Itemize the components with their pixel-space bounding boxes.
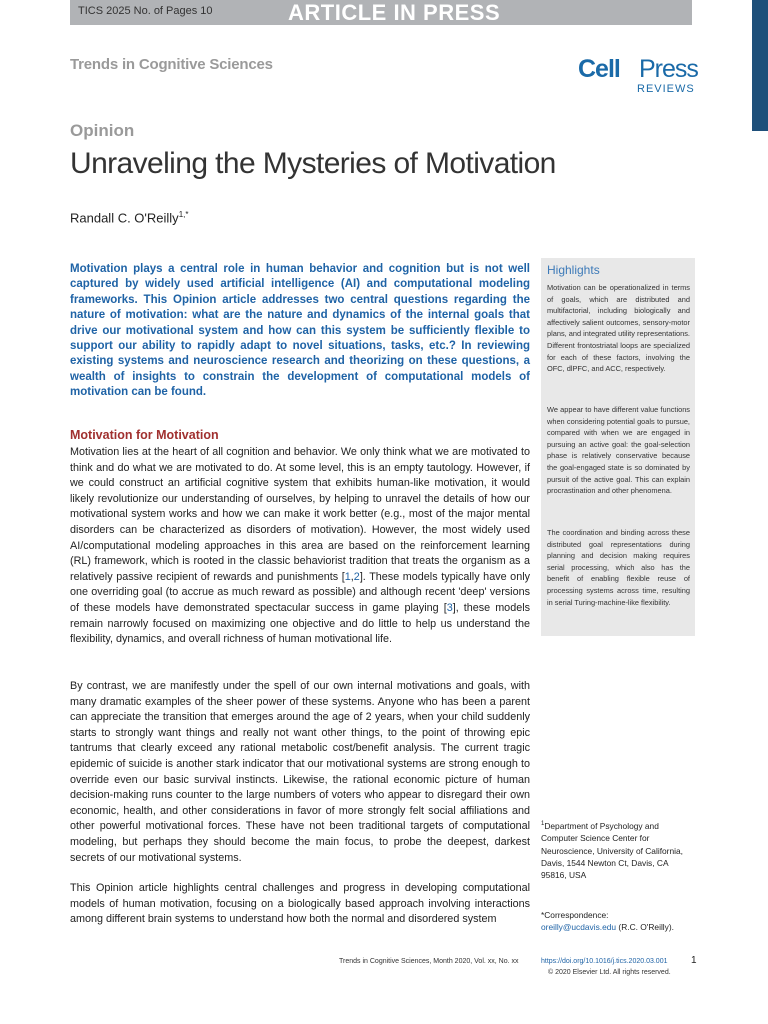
- article-in-press-label: ARTICLE IN PRESS: [288, 0, 501, 25]
- page-number: 1: [691, 955, 697, 966]
- highlights-title: Highlights: [547, 263, 600, 277]
- affiliation-mark: 1: [541, 821, 545, 827]
- footer-copyright: © 2020 Elsevier Ltd. All rights reserved.: [548, 969, 671, 976]
- body-paragraph-3: This Opinion article highlights central challenges and progress in developing computational models of human motivation, focusing on a biologically based approach involving interactions among different brain systems to understand how both the normal and disordered system: [70, 882, 530, 926]
- affiliation: [541, 818, 691, 882]
- highlights-box: [541, 258, 695, 636]
- paragraph-text: ]. These models typically have only one overriding goal (to accrue as much reward as possible) and although recent 'deep' versions of these models have demonstrated spectacular success in game playing [: [70, 570, 530, 614]
- reference-separator: ,: [350, 570, 354, 583]
- correspondence-name: (R.C. O'Reilly).: [616, 922, 674, 933]
- doi-link[interactable]: https://doi.org/10.1016/j.tics.2020.03.001: [541, 958, 668, 965]
- author-affiliation-mark: 1,*: [178, 210, 189, 219]
- body-paragraph-1: [70, 445, 530, 648]
- cellpress-logo: [578, 55, 698, 95]
- author-line: [70, 210, 188, 225]
- correspondence: [541, 909, 701, 934]
- highlight-item: We appear to have different value functions when considering potential goals to pursue, compared with when we are engaged in pursuing an active goal: the goal-selection phase is relatively conservative because the goal-engaged state is so dominated by pursuit of the active goal. This can explain procrastination and other phenomena.: [547, 405, 690, 496]
- author-name: Randall C. O'Reilly: [70, 210, 179, 226]
- paragraph-text: Motivation lies at the heart of all cognition and behavior. We only think what we are motivated to think and do what we are motivated to do. At some level, this is an empty tautology. However, if we could construct an artificial cognitive system that exhibits human-like motivation, it would likely revolutionize our understanding of ourselves, by helping to unravel the details of how our motivational system works and how we can make it work better (e.g., most of the major mental disorders can be characterized as disorders of motivation). However, the most widely used AI/computational modeling approaches in this area are based on the reinforcement learning (RL) framework, which is rooted in the classic behaviorist tradition that treats the organism as a relatively passive recipient of rewards and punishments [: [70, 446, 530, 583]
- footer-citation: Trends in Cognitive Sciences, Month 2020, Vol. xx, No. xx: [339, 958, 519, 965]
- reference-link-3[interactable]: 3: [446, 601, 453, 614]
- section-tab-marker: [752, 0, 768, 131]
- page-title: Unraveling the Mysteries of Motivation: [70, 147, 556, 180]
- journal-code: TICS 2025 No. of Pages 10: [78, 5, 213, 17]
- correspondence-email-link[interactable]: oreilly@ucdavis.edu: [541, 922, 617, 933]
- highlight-item: Motivation can be operationalized in terms of goals, which are distributed and multifactorial, including biologically and affectively salient outcomes, sensory-motor plans, and integrated utility representations. Different frontostriatal loops are specialized for each of these factors, involving the OFC, dlPFC, and ACC, respectively.: [547, 283, 690, 374]
- correspondence-label: *Correspondence:: [541, 910, 609, 920]
- article-type: Opinion: [70, 121, 135, 140]
- highlight-item: The coordination and binding across these distributed goal representations during planning and decision making requires serial processing, which also has the benefit of enabling flexible reuse of processing systems across time, resulting in serial Turing-machine-like flexibility.: [547, 528, 690, 607]
- article-in-press-banner: [70, 0, 692, 25]
- reference-link-2[interactable]: 2: [353, 570, 360, 583]
- logo-reviews-text: REVIEWS: [637, 83, 695, 95]
- affiliation-text: Department of Psychology and Computer Science Center for Neuroscience, University of California, Davis, 1544 Newton Ct, Davis, CA 95816, USA: [541, 820, 683, 881]
- abstract: Motivation plays a central role in human behavior and cognition but is not well captured by widely used artificial intelligence (AI) and computational modeling frameworks. This Opinion article addresses two central questions regarding the nature of motivation: what are the nature and dynamics of the internal goals that drive our motivational system and how can this system be sufficiently flexible to support our ability to rapidly adapt to novel situations, tasks, etc.? In reviewing existing systems and neuroscience research and theorizing on these questions, a wealth of insights to constrain the development of computational models of motivation can be found.: [70, 263, 530, 399]
- journal-name: Trends in Cognitive Sciences: [70, 56, 273, 73]
- logo-cell-text: Cell: [578, 55, 620, 83]
- logo-press-text: Press: [639, 55, 698, 83]
- body-paragraph-2: By contrast, we are manifestly under the spell of our own internal motivations and goals, with many dramatic examples of the sheer power of these systems. Anyone who has been a parent can appreciate the transition that emerges around the age of 2 years, when your child suddenly starts to strongly want things and really not want other things, to the point of throwing epic tantrums that clearly exceed any rational metabolic cost/benefit analysis. The current tragic epidemic of suicide is another stark indicator that our motivational systems are strong enough to override even our basic survival instincts. Likewise, the rational economic picture of human decision-making runs counter to the large numbers of voters who appear to disregard their own economic, health, and other considerations in favor of more strongly felt social affiliations and other powerful motivational forces. These have not been traditional targets of computational modeling, but perhaps they should become the main focus, to probe the deepest, darkest secrets of our motivational systems.: [70, 680, 530, 864]
- reference-link-1[interactable]: 1: [344, 570, 351, 583]
- paragraph-text: ], these models remain narrowly focused on maximizing one objective and do little to help us understand the flexibility, dynamics, and overall richness of human motivational life.: [70, 601, 530, 646]
- section-heading: Motivation for Motivation: [70, 428, 219, 442]
